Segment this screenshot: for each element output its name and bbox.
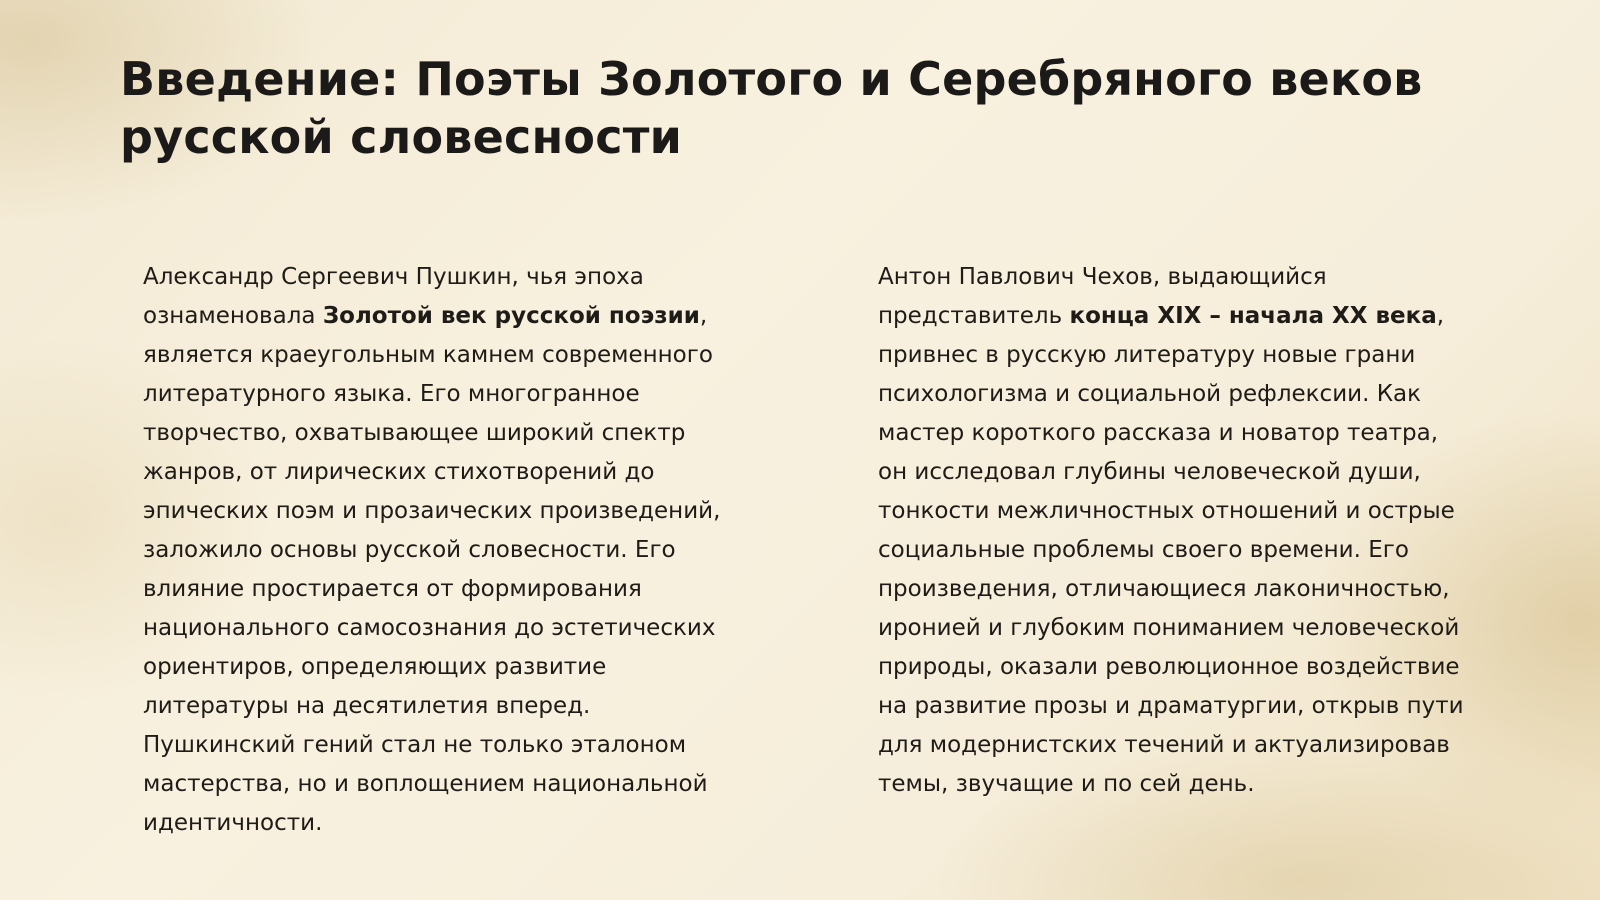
highlight-period: конца XIX – начала XX века [1069,303,1437,329]
paragraph-text: , привнес в русскую литературу новые грани психологизма и социальной рефлексии. Как мастер короткого рассказа и новатор театра, он исследовал глубины человеческой души, тонкости межличностных отношений и острые социальные проблемы своего времени. Его произведения, отличающиеся лаконичностью, иронией и глубоким пониманием человеческой природы, оказали революционное воздействие на развитие прозы и драматургии, открыв пути для модернистских течений и актуализировав темы, звучащие и по сей день. [878,303,1464,797]
highlight-golden-age: Золотой век русской поэзии [322,303,700,329]
paragraph-chekhov [878,258,1468,804]
paragraph-pushkin [143,258,723,843]
slide-title: Введение: Поэты Золотого и Серебряного веков русской словесности [120,52,1423,164]
paragraph-text: Александр Сергеевич Пушкин, чья эпоха ознаменовала [143,264,644,329]
paragraph-text: Антон Павлович Чехов, выдающийся представитель [878,264,1327,329]
paragraph-text: , является краеугольным камнем современного литературного языка. Его многогранное творчество, охватывающее широкий спектр жанров, от лирических стихотворений до эпических поэм и прозаических произведений, заложило основы русской словесности. Его влияние простирается от формирования национального самосознания до эстетических ориентиров, определяющих развитие литературы на десятилетия вперед. Пушкинский гений стал не только эталоном мастерства, но и воплощением национальной идентичности. [143,303,721,836]
